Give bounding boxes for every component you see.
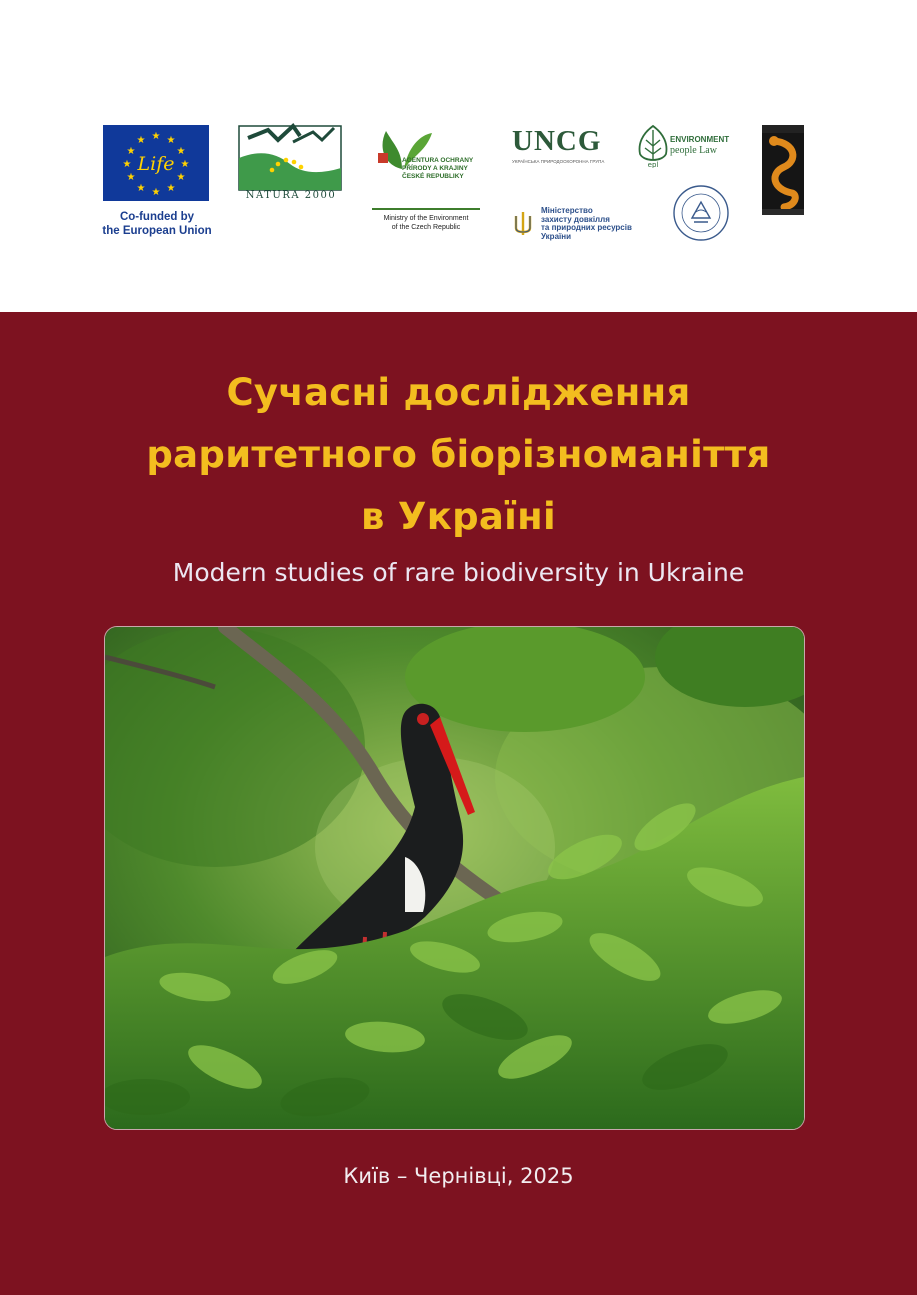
agentura-text bbox=[402, 157, 492, 181]
ministry-ua-text bbox=[541, 207, 651, 241]
agentura-line2: PŘÍRODY A KRAJINY bbox=[402, 165, 468, 172]
svg-text:★: ★ bbox=[166, 135, 176, 146]
svg-text:★: ★ bbox=[126, 146, 136, 157]
ministry-cz-rule bbox=[372, 208, 480, 210]
svg-text:★: ★ bbox=[151, 187, 161, 198]
svg-text:★: ★ bbox=[176, 172, 186, 183]
title-line3: в Україні bbox=[360, 495, 557, 538]
title-english: Modern studies of rare biodiversity in Ukraine bbox=[172, 558, 745, 587]
ministry-cz-text bbox=[372, 214, 480, 232]
imprint-place-year: Київ – Чернівці, 2025 bbox=[343, 1164, 574, 1188]
ministry-ua-line3: та природних ресурсів bbox=[541, 223, 632, 232]
eu-caption bbox=[82, 210, 232, 238]
epl-line1: ENVIRONMENT bbox=[670, 135, 730, 144]
ukraine-trident-icon bbox=[512, 210, 534, 236]
agentura-line3: ČESKÉ REPUBLIKY bbox=[402, 173, 464, 180]
title-ukrainian bbox=[40, 362, 877, 548]
uncg-logo: UNCG bbox=[512, 125, 602, 157]
black-stork-photo bbox=[104, 626, 805, 1130]
institute-logo bbox=[762, 125, 804, 215]
ministry-ua-line1: Міністерство bbox=[541, 206, 593, 215]
university-seal-icon bbox=[672, 184, 730, 242]
ministry-cz-line1: Ministry of the Environment bbox=[383, 215, 469, 222]
svg-text:★: ★ bbox=[176, 146, 186, 157]
eu-caption-line1: Co-funded by bbox=[119, 211, 195, 223]
svg-text:★: ★ bbox=[136, 183, 146, 194]
uncg-subtitle: УКРАЇНСЬКА ПРИРОДООХОРОННА ГРУПА bbox=[512, 159, 605, 164]
svg-text:★: ★ bbox=[136, 135, 146, 146]
eu-caption-line2: the European Union bbox=[102, 225, 212, 237]
svg-text:★: ★ bbox=[122, 159, 132, 170]
svg-text:★: ★ bbox=[166, 183, 176, 194]
eu-life-logo bbox=[103, 125, 209, 201]
title-line2: раритетного біорізноманіття bbox=[146, 433, 771, 476]
ministry-ua-line4: України bbox=[541, 231, 572, 241]
svg-text:★: ★ bbox=[180, 159, 190, 170]
svg-text:★: ★ bbox=[126, 172, 136, 183]
svg-text:★: ★ bbox=[151, 131, 161, 142]
natura-label: NATURA 2000 bbox=[245, 190, 337, 201]
agentura-line1: AGENTURA OCHRANY bbox=[402, 157, 474, 164]
ministry-ua-line2: захисту довкілля bbox=[541, 214, 610, 224]
eu-life-word: Life bbox=[137, 153, 175, 175]
epl-mark: epl bbox=[647, 161, 659, 168]
title-line1: Сучасні дослідження bbox=[226, 371, 691, 414]
epl-line2: people Law bbox=[670, 145, 717, 156]
ministry-cz-line2: of the Czech Republic bbox=[391, 224, 461, 231]
